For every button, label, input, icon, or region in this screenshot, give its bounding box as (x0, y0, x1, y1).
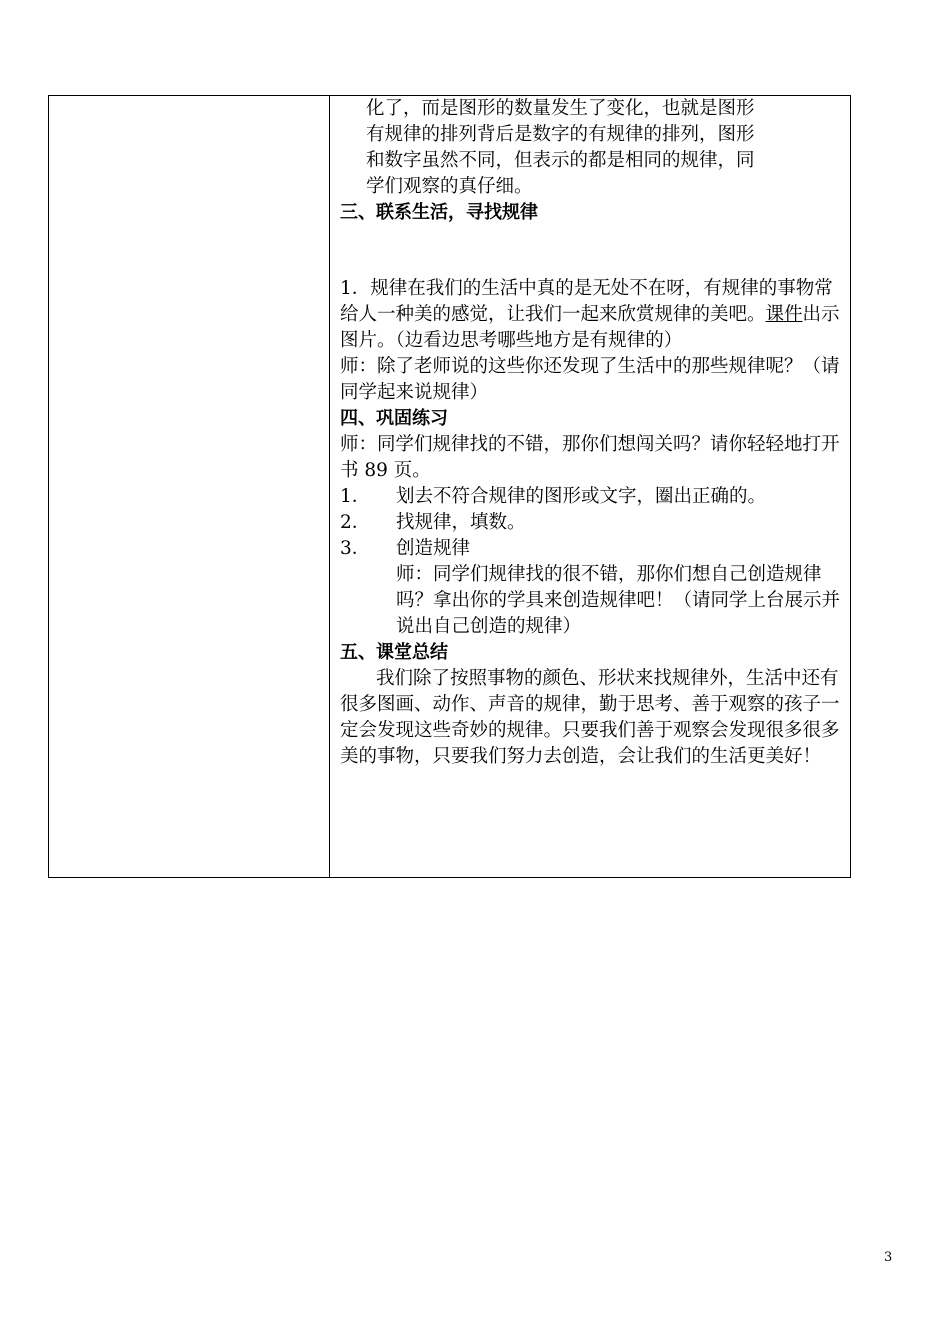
section-4-heading: 四、巩固练习 (340, 408, 448, 429)
paragraph-text: 1．规律在我们的生活中真的是无处不在呀，有规律的事物常给人一种美的感觉，让我们一起来欣赏规律的美吧。 (340, 278, 833, 325)
list-text: 划去不符合规律的图形或文字，圈出正确的。 (396, 486, 767, 507)
list-item (340, 484, 842, 510)
list-number: 1． (340, 486, 371, 507)
list-item (340, 536, 842, 562)
list-item (340, 510, 842, 536)
page-number: 3 (884, 1250, 893, 1265)
list-number: 3． (340, 538, 371, 559)
section-4-sub-paragraph: 师：同学们规律找的很不错，那你们想自己创造规律吗？拿出你的学具来创造规律吧！（请同学上台展示并说出自己创造的规律） (396, 564, 841, 637)
section-4-intro: 师：同学们规律找的不错，那你们想闯关吗？请你轻轻地打开书 89 页。 (340, 434, 840, 481)
continued-line: 学们观察的真仔细。 (366, 176, 533, 197)
section-3-heading: 三、联系生活，寻找规律 (340, 202, 538, 223)
lesson-table (48, 95, 851, 878)
list-number: 2． (340, 512, 371, 533)
section-3-paragraph-2: 师：除了老师说的这些你还发现了生活中的那些规律呢？（请同学起来说规律） (340, 356, 840, 403)
list-text: 创造规律 (396, 538, 471, 559)
spacer (340, 226, 842, 276)
lesson-content (330, 96, 850, 770)
section-5-body: 我们除了按照事物的颜色、形状来找规律外，生活中还有很多图画、动作、声音的规律，勤于思考、善于观察的孩子一定会发现这些奇妙的规律。只要我们善于观察会发现很多很多美的事物，只要我们努力去创造，会让我们的生活更美好！ (340, 668, 840, 767)
continued-line: 化了，而是图形的数量发生了变化，也就是图形 (366, 98, 755, 119)
section-3-paragraph-1 (340, 276, 842, 354)
courseware-link-text: 课件 (765, 304, 803, 325)
continued-line: 和数字虽然不同，但表示的都是相同的规律，同 (366, 150, 755, 171)
list-text: 找规律，填数。 (396, 512, 526, 533)
continued-line: 有规律的排列背后是数字的有规律的排列，图形 (366, 124, 755, 145)
paragraph-text: 出示图片。（边看边思考哪些地方是有规律的） (340, 304, 840, 351)
right-column-cell (330, 96, 851, 878)
section-5-heading: 五、课堂总结 (340, 642, 448, 663)
left-column-cell (49, 96, 330, 878)
